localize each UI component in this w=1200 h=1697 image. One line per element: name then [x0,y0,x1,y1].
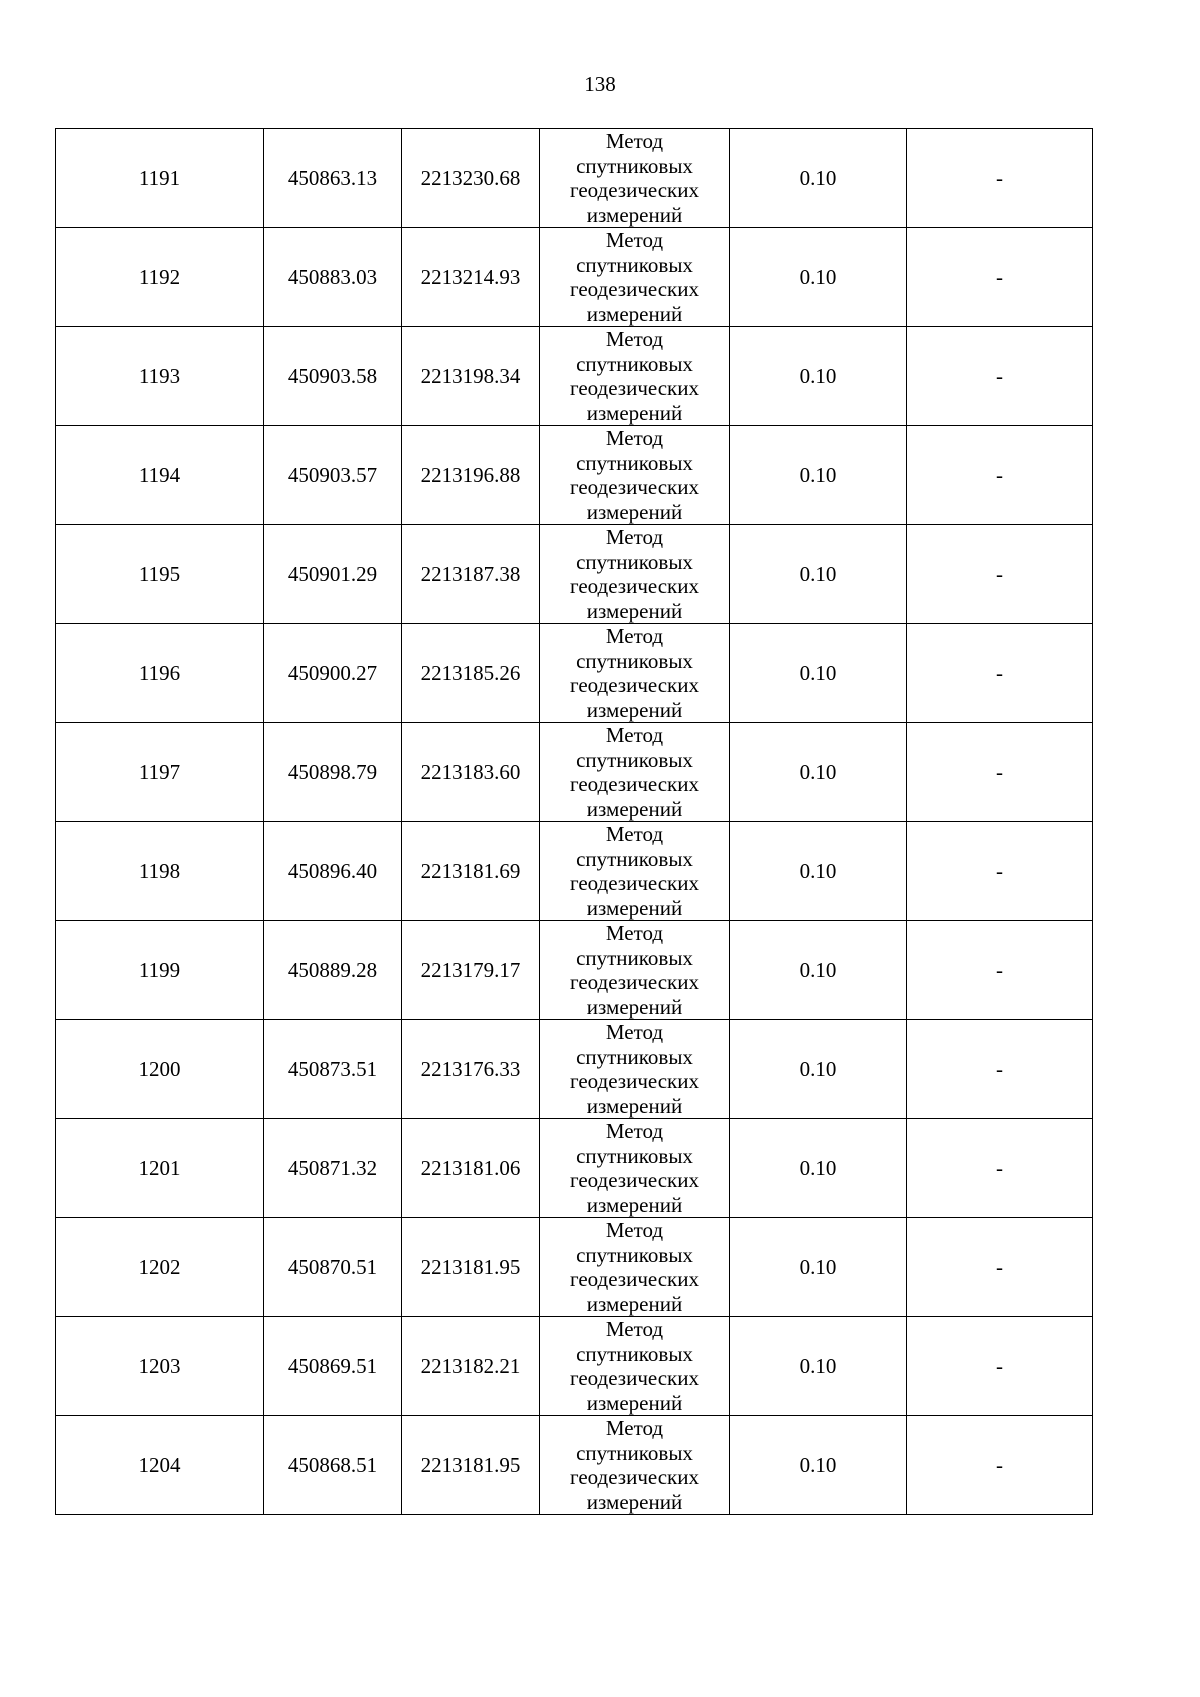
note-cell: - [907,624,1093,723]
method-line: спутниковых [576,846,693,871]
method-line: измерений [586,1390,683,1415]
method-line: геодезических [569,178,699,202]
method-cell [540,525,730,624]
accuracy-cell: 0.10 [730,1119,907,1218]
y-coordinate-cell: 2213187.38 [402,525,540,624]
method-line: геодезических [569,1465,699,1489]
method-cell [540,723,730,822]
coordinates-table-body [56,129,1093,1515]
method-line: спутниковых [576,1341,693,1366]
point-number-cell: 1197 [56,723,264,822]
x-coordinate-cell: 450873.51 [264,1020,402,1119]
accuracy-cell: 0.10 [730,822,907,921]
method-line: геодезических [569,1168,699,1192]
x-coordinate-cell: 450869.51 [264,1317,402,1416]
coordinates-table [55,128,1093,1515]
note-cell: - [907,327,1093,426]
method-line: Метод [605,1416,664,1440]
x-coordinate-cell: 450870.51 [264,1218,402,1317]
method-cell [540,426,730,525]
table-row [56,921,1093,1020]
table-row [56,624,1093,723]
method-line: Метод [605,822,664,846]
method-cell [540,1020,730,1119]
method-line: геодезических [569,376,699,400]
y-coordinate-cell: 2213214.93 [402,228,540,327]
method-line: спутниковых [576,747,693,772]
method-line: спутниковых [576,252,693,277]
method-line: Метод [605,921,664,945]
method-line: геодезических [569,970,699,994]
x-coordinate-cell: 450868.51 [264,1416,402,1515]
accuracy-cell: 0.10 [730,327,907,426]
point-number-cell: 1195 [56,525,264,624]
point-number-cell: 1199 [56,921,264,1020]
method-line: Метод [605,1317,664,1341]
y-coordinate-cell: 2213185.26 [402,624,540,723]
y-coordinate-cell: 2213182.21 [402,1317,540,1416]
accuracy-cell: 0.10 [730,1416,907,1515]
method-line: спутниковых [576,1440,693,1465]
method-line: спутниковых [576,1143,693,1168]
method-line: измерений [586,895,683,920]
y-coordinate-cell: 2213198.34 [402,327,540,426]
note-cell: - [907,228,1093,327]
method-line: геодезических [569,277,699,301]
method-line: Метод [605,228,664,252]
note-cell: - [907,921,1093,1020]
table-row [56,723,1093,822]
y-coordinate-cell: 2213196.88 [402,426,540,525]
method-line: геодезических [569,1069,699,1093]
y-coordinate-cell: 2213179.17 [402,921,540,1020]
method-line: измерений [586,202,683,227]
accuracy-cell: 0.10 [730,525,907,624]
note-cell: - [907,822,1093,921]
method-line: геодезических [569,871,699,895]
y-coordinate-cell: 2213181.69 [402,822,540,921]
point-number-cell: 1192 [56,228,264,327]
method-cell [540,1218,730,1317]
method-line: Метод [605,624,664,648]
table-row [56,327,1093,426]
note-cell: - [907,1119,1093,1218]
method-line: спутниковых [576,1242,693,1267]
note-cell: - [907,426,1093,525]
accuracy-cell: 0.10 [730,228,907,327]
method-line: измерений [586,994,683,1019]
method-line: Метод [605,1218,664,1242]
point-number-cell: 1191 [56,129,264,228]
y-coordinate-cell: 2213181.06 [402,1119,540,1218]
method-cell [540,822,730,921]
method-cell [540,129,730,228]
x-coordinate-cell: 450889.28 [264,921,402,1020]
accuracy-cell: 0.10 [730,723,907,822]
method-line: измерений [586,1291,683,1316]
method-line: спутниковых [576,648,693,673]
x-coordinate-cell: 450903.57 [264,426,402,525]
point-number-cell: 1193 [56,327,264,426]
method-line: Метод [605,129,664,153]
y-coordinate-cell: 2213181.95 [402,1416,540,1515]
table-row [56,1218,1093,1317]
point-number-cell: 1203 [56,1317,264,1416]
accuracy-cell: 0.10 [730,129,907,228]
note-cell: - [907,1020,1093,1119]
table-row [56,1317,1093,1416]
method-line: геодезических [569,1366,699,1390]
method-line: измерений [586,1489,683,1514]
table-row [56,1416,1093,1515]
method-line: спутниковых [576,945,693,970]
note-cell: - [907,1218,1093,1317]
point-number-cell: 1198 [56,822,264,921]
accuracy-cell: 0.10 [730,1317,907,1416]
note-cell: - [907,1317,1093,1416]
x-coordinate-cell: 450900.27 [264,624,402,723]
accuracy-cell: 0.10 [730,426,907,525]
method-line: спутниковых [576,351,693,376]
method-cell [540,1119,730,1218]
x-coordinate-cell: 450871.32 [264,1119,402,1218]
method-line: геодезических [569,1267,699,1291]
method-line: Метод [605,426,664,450]
method-line: измерений [586,301,683,326]
method-line: измерений [586,400,683,425]
method-line: спутниковых [576,549,693,574]
point-number-cell: 1202 [56,1218,264,1317]
method-cell [540,228,730,327]
accuracy-cell: 0.10 [730,1020,907,1119]
accuracy-cell: 0.10 [730,921,907,1020]
x-coordinate-cell: 450898.79 [264,723,402,822]
table-row [56,1119,1093,1218]
method-line: геодезических [569,475,699,499]
table-row [56,822,1093,921]
table-row [56,129,1093,228]
method-line: геодезических [569,772,699,796]
method-line: измерений [586,1192,683,1217]
method-line: геодезических [569,574,699,598]
method-line: измерений [586,796,683,821]
method-line: Метод [605,1020,664,1044]
method-line: измерений [586,1093,683,1118]
y-coordinate-cell: 2213181.95 [402,1218,540,1317]
method-line: измерений [586,499,683,524]
y-coordinate-cell: 2213230.68 [402,129,540,228]
method-line: спутниковых [576,450,693,475]
method-line: измерений [586,598,683,623]
note-cell: - [907,129,1093,228]
table-row [56,525,1093,624]
point-number-cell: 1196 [56,624,264,723]
accuracy-cell: 0.10 [730,1218,907,1317]
y-coordinate-cell: 2213176.33 [402,1020,540,1119]
x-coordinate-cell: 450883.03 [264,228,402,327]
method-line: Метод [605,327,664,351]
method-cell [540,921,730,1020]
method-line: Метод [605,1119,664,1143]
method-cell [540,327,730,426]
x-coordinate-cell: 450896.40 [264,822,402,921]
table-row [56,1020,1093,1119]
method-cell [540,624,730,723]
method-line: Метод [605,723,664,747]
method-line: геодезических [569,673,699,697]
note-cell: - [907,1416,1093,1515]
y-coordinate-cell: 2213183.60 [402,723,540,822]
method-line: спутниковых [576,1044,693,1069]
x-coordinate-cell: 450901.29 [264,525,402,624]
accuracy-cell: 0.10 [730,624,907,723]
x-coordinate-cell: 450903.58 [264,327,402,426]
method-line: измерений [586,697,683,722]
point-number-cell: 1204 [56,1416,264,1515]
method-line: Метод [605,525,664,549]
table-row [56,426,1093,525]
note-cell: - [907,525,1093,624]
method-line: спутниковых [576,153,693,178]
method-cell [540,1317,730,1416]
point-number-cell: 1194 [56,426,264,525]
point-number-cell: 1201 [56,1119,264,1218]
x-coordinate-cell: 450863.13 [264,129,402,228]
point-number-cell: 1200 [56,1020,264,1119]
table-row [56,228,1093,327]
page-number: 138 [584,72,616,96]
method-cell [540,1416,730,1515]
note-cell: - [907,723,1093,822]
